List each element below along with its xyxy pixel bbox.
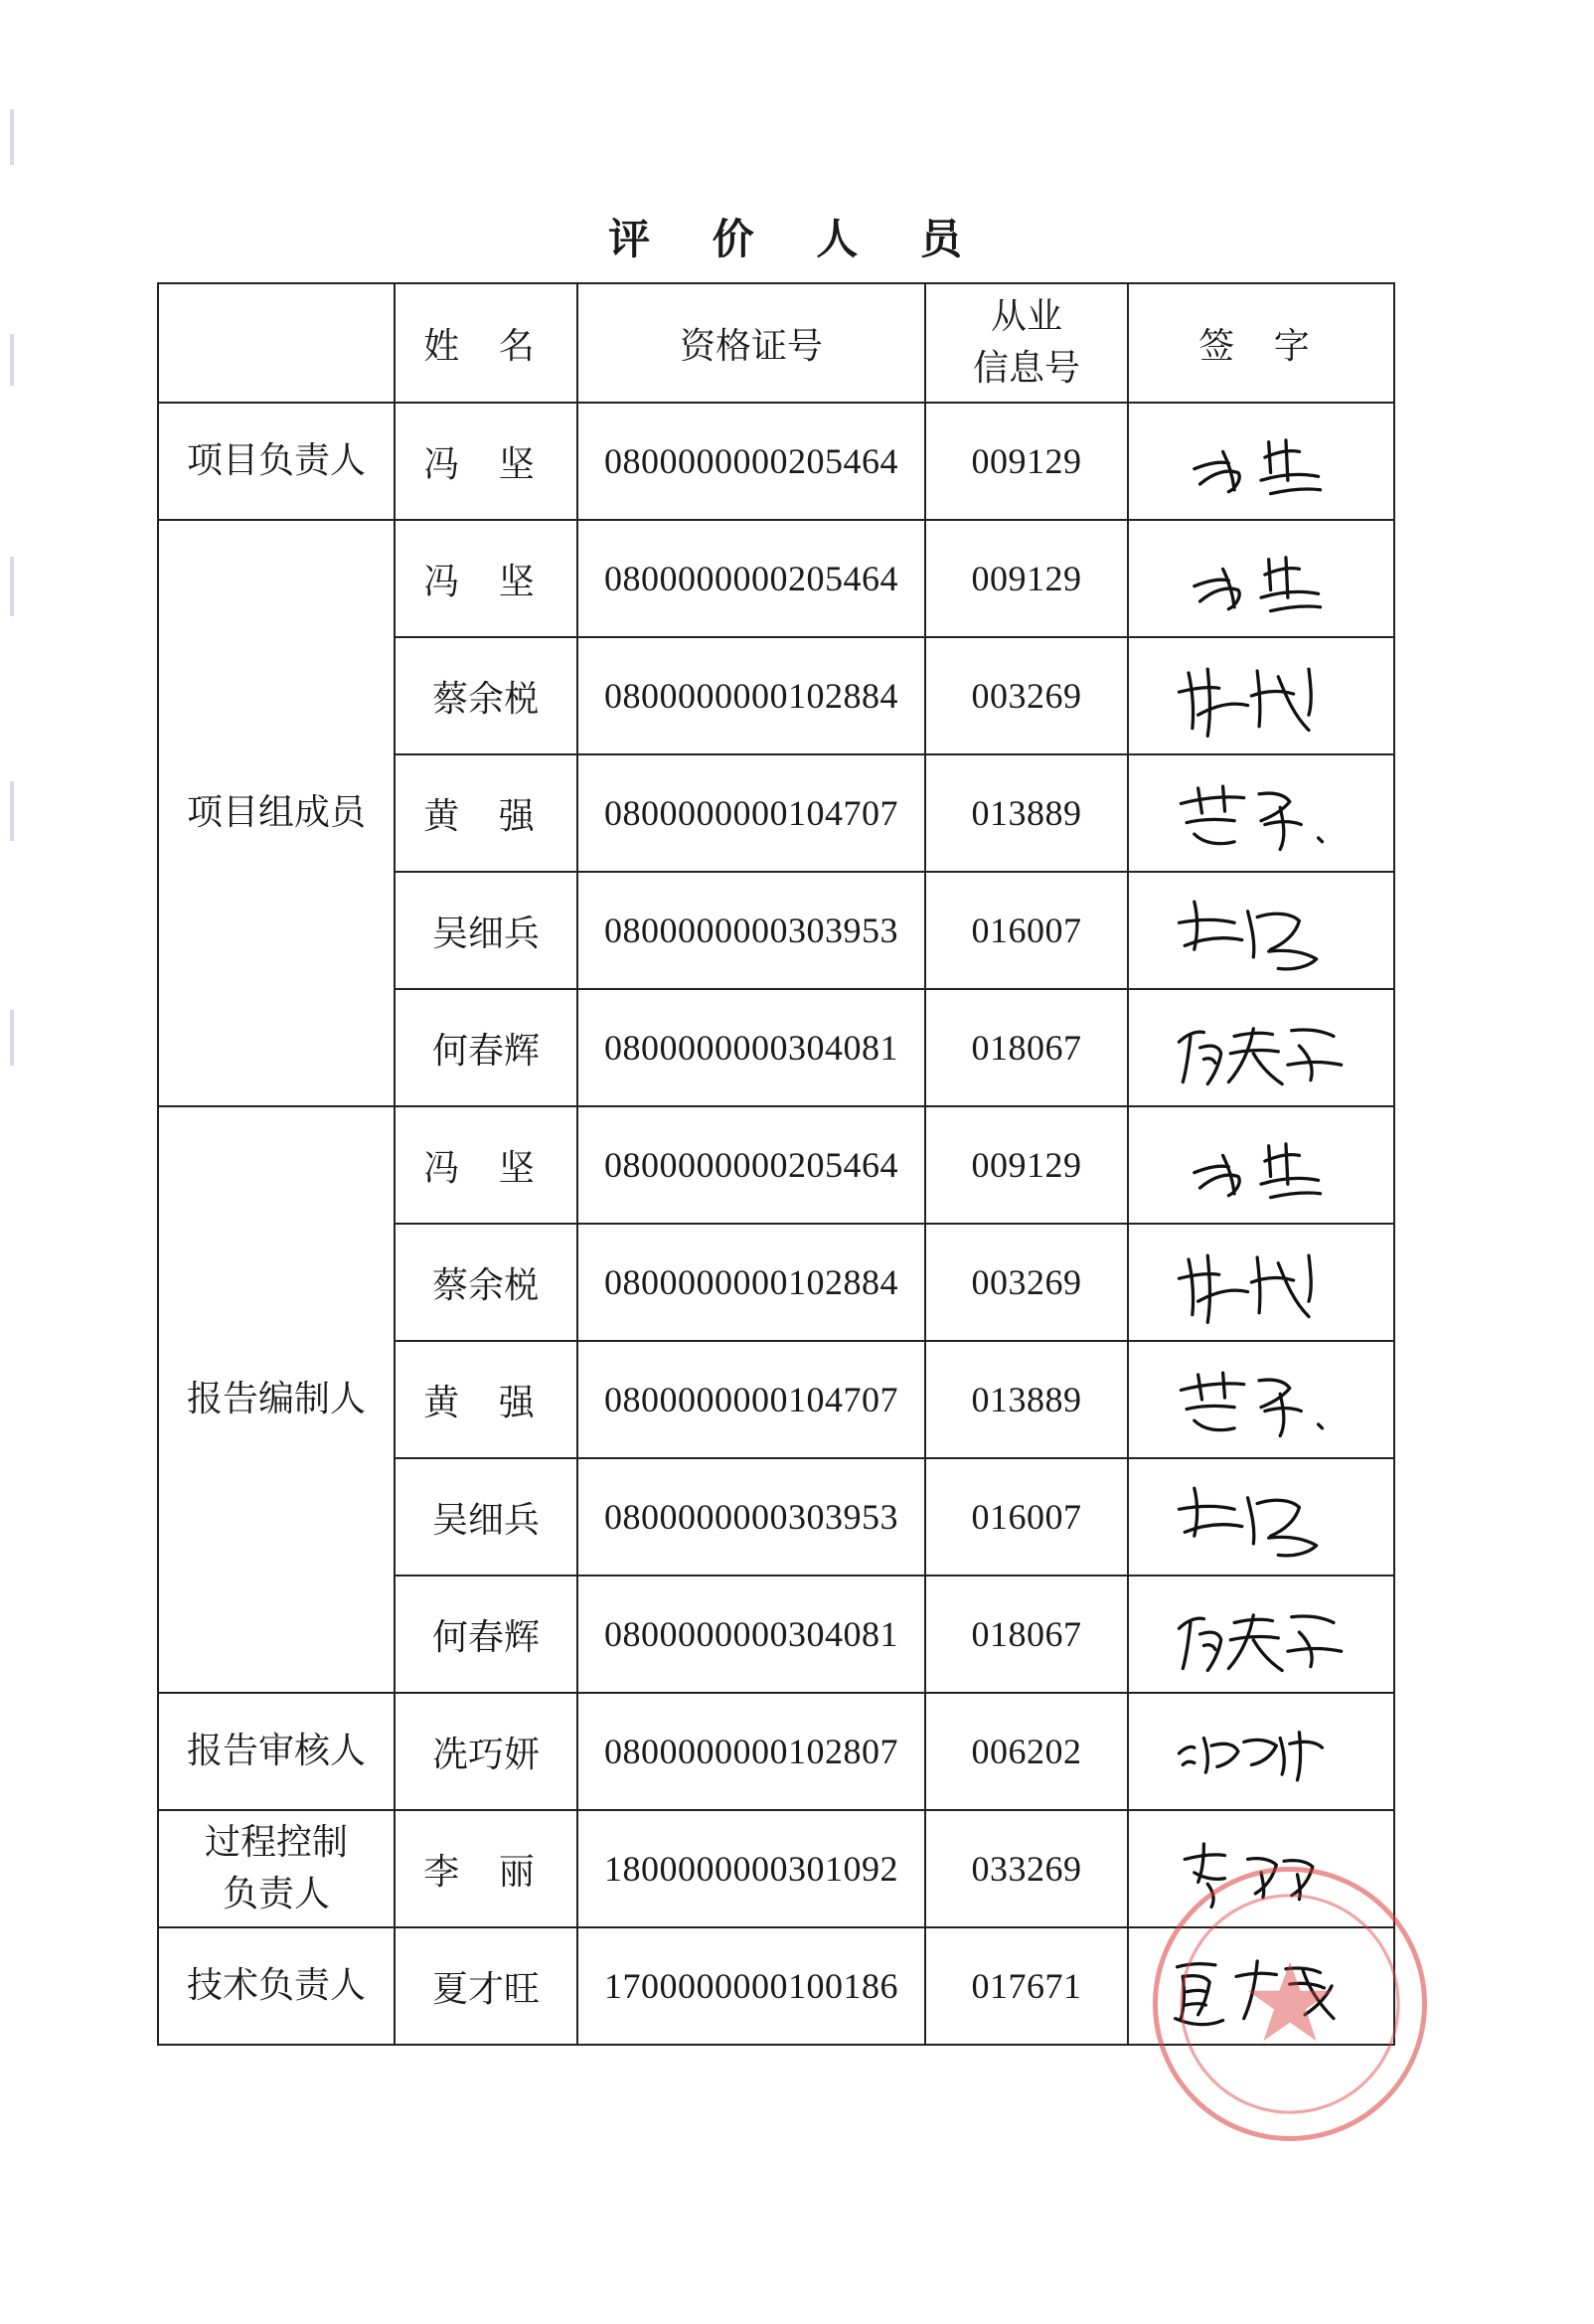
signature-xia-caiwang	[1162, 1938, 1360, 2034]
signature-stroke	[1278, 677, 1309, 731]
signature-stroke	[1319, 838, 1323, 842]
signature-huang-qiang	[1162, 765, 1360, 861]
signature-stroke	[1261, 474, 1319, 480]
personnel-table	[157, 282, 1395, 2046]
info-number: 009129	[925, 403, 1128, 520]
signature-stroke	[1187, 1990, 1205, 1991]
header-info-line1: 从业	[990, 295, 1062, 337]
person-name: 冼巧妍	[395, 1693, 577, 1810]
person-name: 蔡余棁	[395, 637, 577, 754]
signature-stroke	[1248, 912, 1254, 957]
role-team: 项目组成员	[158, 520, 395, 1106]
signature-stroke	[1211, 1743, 1238, 1766]
signature-feng-jian	[1162, 1117, 1360, 1213]
cert-number: 0800000000102807	[577, 1693, 925, 1810]
signature-stroke	[1257, 913, 1299, 949]
signature-stroke	[1198, 1290, 1248, 1301]
signature-stroke	[1288, 1648, 1342, 1651]
signature-stroke	[1178, 1964, 1215, 1967]
signature-stroke	[1198, 1375, 1202, 1400]
header-name: 姓 名	[395, 283, 577, 403]
signature-stroke	[1292, 1616, 1334, 1622]
header-role	[158, 283, 395, 403]
header-info-line2: 信息号	[972, 348, 1080, 389]
signature-he-chunhui	[1162, 1586, 1360, 1682]
signature-stroke	[1181, 797, 1243, 803]
signature-stroke	[1259, 793, 1290, 821]
role-process-line1: 过程控制	[204, 1821, 348, 1863]
cert-number: 1700000000100186	[577, 1927, 925, 2045]
signature-stroke	[1183, 1976, 1209, 2015]
signature-cai-yuzhuo	[1162, 648, 1360, 744]
cert-number: 1800000000301092	[577, 1810, 925, 1927]
person-name: 冯 坚	[395, 1106, 577, 1224]
info-number: 033269	[925, 1810, 1128, 1927]
signature-stroke	[1261, 1873, 1264, 1898]
role-process-line2: 负责人	[222, 1874, 330, 1914]
signature-stroke	[1223, 1373, 1225, 1398]
signature-stroke	[1181, 1976, 1184, 2018]
signature-stroke	[1203, 1739, 1207, 1773]
person-name: 冯 坚	[395, 520, 577, 637]
cert-number: 0800000000205464	[577, 520, 925, 637]
signature-stroke	[1292, 1030, 1334, 1036]
signature-stroke	[1207, 1884, 1213, 1907]
header-sign: 签 字	[1128, 283, 1394, 403]
signature-stroke	[1269, 1537, 1317, 1555]
signature-stroke	[1207, 1255, 1209, 1322]
signature-stroke	[1189, 1259, 1194, 1315]
scan-edge-mark	[10, 781, 14, 841]
info-number: 003269	[925, 637, 1128, 754]
info-number: 018067	[925, 989, 1128, 1106]
scan-edge-mark	[10, 557, 14, 616]
header-cert: 资格证号	[577, 283, 925, 403]
person-name: 吴细兵	[395, 1458, 577, 1576]
signature-stroke	[1198, 704, 1248, 715]
signature-stroke	[1309, 1255, 1311, 1301]
signature-stroke	[1290, 1742, 1323, 1747]
cert-number: 0800000000304081	[577, 1576, 925, 1693]
signature-stroke	[1185, 2004, 1205, 2005]
role-tech: 技术负责人	[158, 1927, 395, 2045]
signature-stroke	[1195, 580, 1229, 585]
signature-stroke	[1257, 1257, 1260, 1313]
signature-stroke	[1278, 1263, 1309, 1317]
signature-stroke	[1185, 938, 1242, 946]
signature-cell	[1128, 637, 1394, 754]
signature-stroke	[1297, 1733, 1300, 1780]
header-info	[925, 283, 1128, 403]
role-lead: 项目负责人	[158, 403, 395, 520]
signature-stroke	[1253, 1640, 1282, 1671]
person-name: 冯 坚	[395, 403, 577, 520]
signature-cell	[1128, 1224, 1394, 1341]
signature-stroke	[1309, 669, 1311, 715]
info-number: 009129	[925, 520, 1128, 637]
role-reviewer: 报告审核人	[158, 1693, 395, 1810]
signature-li-li	[1162, 1821, 1360, 1916]
signature-stroke	[1261, 591, 1319, 597]
signature-stroke	[1179, 688, 1218, 693]
signature-cell	[1128, 403, 1394, 520]
info-number: 018067	[925, 1576, 1128, 1693]
signature-stroke	[1195, 462, 1229, 468]
signature-cell	[1128, 754, 1394, 872]
signature-stroke	[1179, 1506, 1234, 1509]
info-number: 017671	[925, 1927, 1128, 2045]
signature-stroke	[1195, 1166, 1229, 1172]
signature-stroke	[1253, 1054, 1282, 1084]
signature-stroke	[1228, 1029, 1253, 1082]
signature-feng-jian	[1162, 414, 1360, 509]
signature-cell	[1128, 1927, 1394, 2045]
signature-stroke	[1203, 1059, 1215, 1064]
signature-stroke	[1280, 807, 1284, 849]
signature-cell	[1128, 1106, 1394, 1224]
cert-number: 0800000000303953	[577, 1458, 925, 1576]
table-row	[158, 1810, 1394, 1927]
table-row	[158, 1693, 1394, 1810]
signature-cell	[1128, 989, 1394, 1106]
info-number: 003269	[925, 1224, 1128, 1341]
person-name: 李 丽	[395, 1810, 577, 1927]
signature-cell	[1128, 1693, 1394, 1810]
info-number: 016007	[925, 872, 1128, 989]
signature-cell	[1128, 1458, 1394, 1576]
signature-stroke	[1207, 669, 1209, 736]
signature-stroke	[1176, 2019, 1223, 2025]
signature-stroke	[1297, 1875, 1300, 1900]
signature-stroke	[1179, 1746, 1194, 1752]
signature-stroke	[1261, 1178, 1319, 1184]
signature-cell	[1128, 1341, 1394, 1458]
person-name: 何春辉	[395, 1576, 577, 1693]
signature-stroke	[1248, 1498, 1254, 1544]
person-name: 何春辉	[395, 989, 577, 1106]
signature-stroke	[1189, 673, 1194, 729]
info-number: 013889	[925, 1341, 1128, 1458]
signature-stroke	[1198, 788, 1202, 813]
signature-stroke	[1244, 1740, 1277, 1764]
signature-stroke	[1181, 1384, 1243, 1390]
cert-number: 0800000000205464	[577, 403, 925, 520]
info-number: 016007	[925, 1458, 1128, 1576]
signature-stroke	[1271, 489, 1321, 494]
signature-stroke	[1200, 1632, 1221, 1670]
person-name: 黄 强	[395, 1341, 577, 1458]
signature-stroke	[1257, 1500, 1299, 1536]
scan-edge-mark	[10, 1010, 14, 1066]
person-name: 蔡余棁	[395, 1224, 577, 1341]
signature-stroke	[1195, 834, 1234, 844]
role-process	[158, 1810, 395, 1927]
person-name: 黄 强	[395, 754, 577, 872]
signature-stroke	[1271, 1193, 1321, 1198]
signature-stroke	[1280, 1739, 1284, 1774]
cert-number: 0800000000102884	[577, 1224, 925, 1341]
signature-stroke	[1257, 671, 1260, 727]
cert-number: 0800000000102884	[577, 637, 925, 754]
signature-stroke	[1259, 1380, 1290, 1408]
signature-stroke	[1244, 1961, 1257, 2019]
signature-feng-jian	[1162, 531, 1360, 626]
cert-number: 0800000000303953	[577, 872, 925, 989]
table-row	[158, 1106, 1394, 1224]
signature-stroke	[1183, 1761, 1195, 1764]
signature-cell	[1128, 520, 1394, 637]
signature-cai-yuzhuo	[1162, 1235, 1360, 1330]
page-title: 评 价 人 员	[608, 215, 986, 263]
signature-stroke	[1183, 1036, 1191, 1081]
info-number: 013889	[925, 754, 1128, 872]
signature-stroke	[1269, 950, 1317, 968]
signature-stroke	[1185, 1525, 1242, 1533]
person-name: 夏才旺	[395, 1927, 577, 2045]
cert-number: 0800000000304081	[577, 989, 925, 1106]
signature-stroke	[1280, 1394, 1284, 1435]
signature-cell	[1128, 1810, 1394, 1927]
scan-edge-mark	[10, 109, 14, 165]
header-row	[158, 283, 1394, 403]
signature-stroke	[1203, 1645, 1215, 1650]
signature-stroke	[1179, 1274, 1218, 1279]
signature-huang-qiang	[1162, 1352, 1360, 1447]
signature-stroke	[1228, 1615, 1253, 1669]
cert-number: 0800000000205464	[577, 1106, 925, 1224]
table-row	[158, 1927, 1394, 2045]
table-row	[158, 403, 1394, 520]
cert-number: 0800000000104707	[577, 754, 925, 872]
cert-number: 0800000000104707	[577, 1341, 925, 1458]
signature-stroke	[1179, 919, 1234, 922]
signature-stroke	[1223, 786, 1225, 811]
signature-xian-qiaoyan	[1162, 1704, 1360, 1799]
signature-stroke	[1187, 1406, 1234, 1409]
signature-wu-xibing	[1162, 883, 1360, 978]
signature-stroke	[1187, 819, 1234, 822]
role-writers: 报告编制人	[158, 1106, 395, 1693]
signature-stroke	[1200, 1046, 1221, 1083]
info-number: 009129	[925, 1106, 1128, 1224]
signature-stroke	[1319, 1424, 1323, 1428]
person-name: 吴细兵	[395, 872, 577, 989]
signature-stroke	[1183, 1622, 1191, 1668]
scan-edge-mark	[10, 334, 14, 386]
signature-he-chunhui	[1162, 1000, 1360, 1095]
signature-cell	[1128, 1576, 1394, 1693]
signature-cell	[1128, 872, 1394, 989]
signature-stroke	[1271, 606, 1321, 611]
signature-stroke	[1288, 1062, 1342, 1065]
signature-stroke	[1195, 1420, 1234, 1430]
info-number: 006202	[925, 1693, 1128, 1810]
signature-wu-xibing	[1162, 1469, 1360, 1565]
table-row	[158, 520, 1394, 637]
